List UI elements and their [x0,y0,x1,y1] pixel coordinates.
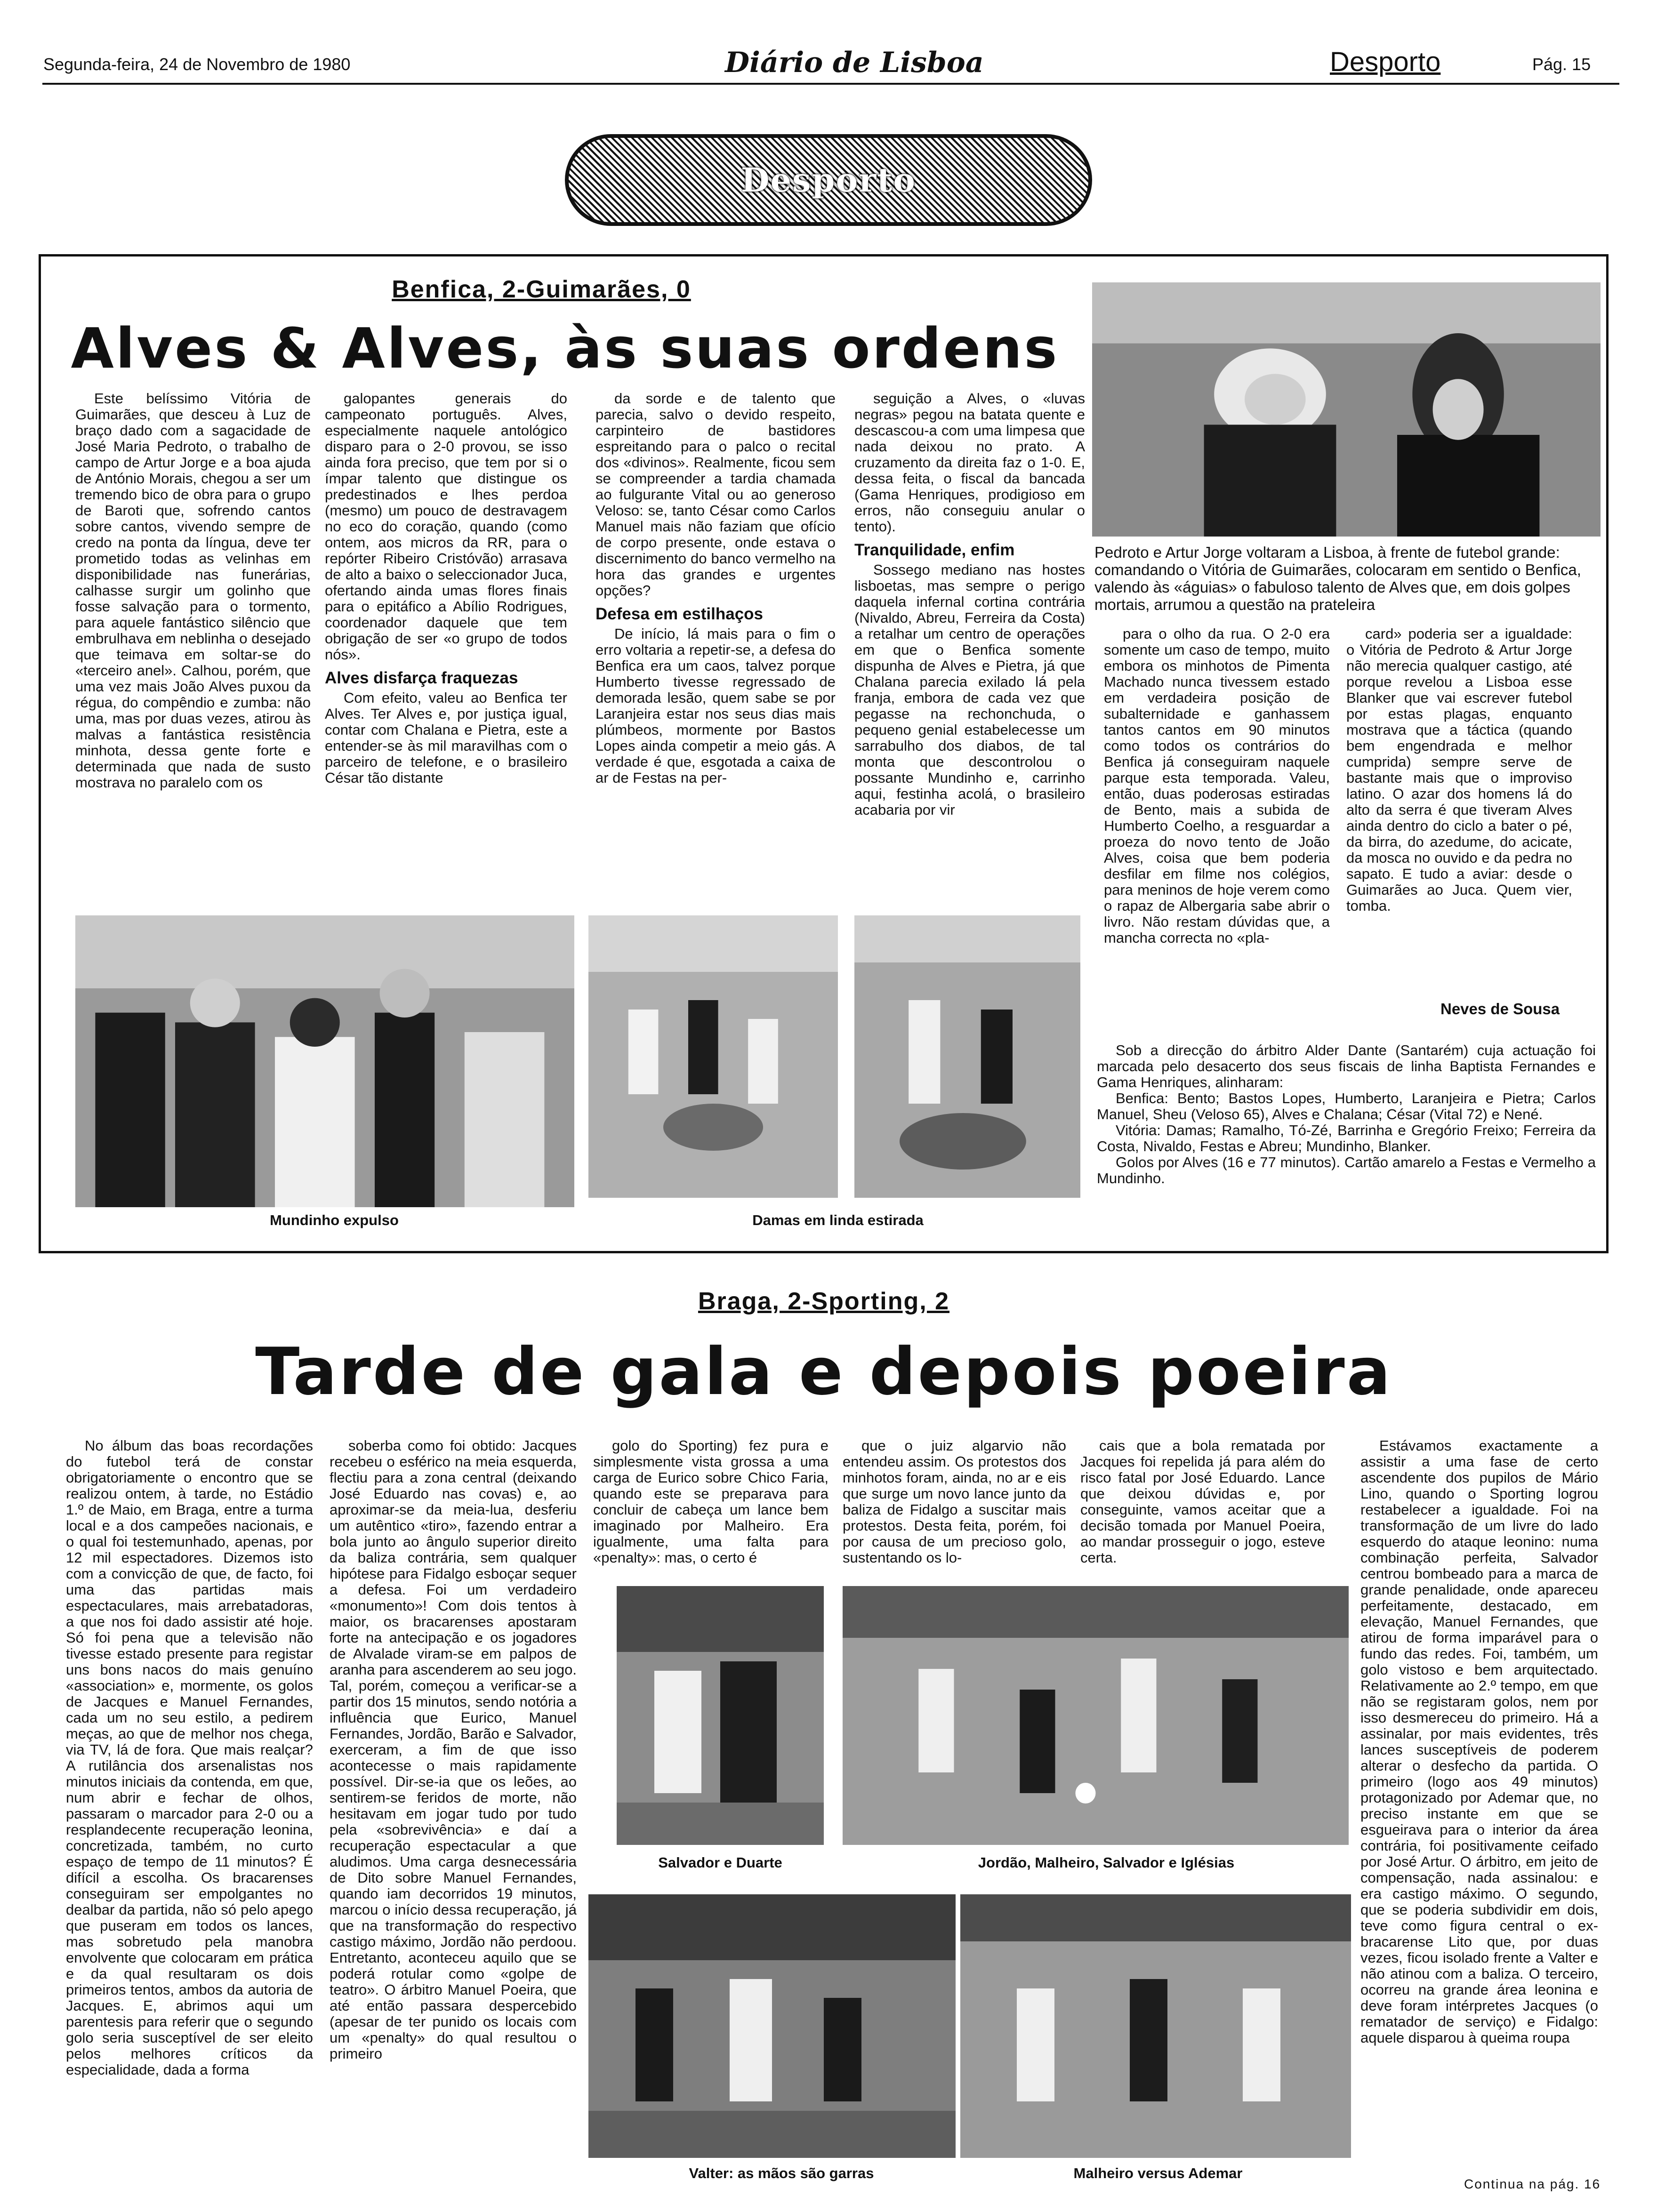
story2-col6-text: Estávamos exactamente a assistir a uma fase de certo ascendente dos pupilos de Mário Lino, quando o Sporting logrou restabelecer a igualdade. Foi na transformação de um livre do lado esquerdo do ataque leonino: numa combinação perfeita, Salvador centrou bombeado para a marca de grande penalidade, onde apareceu perfeitamente, destacado, em elevação, Manuel Fernandes, que atirou de forma imparável para o fundo das redes. Foi, também, um golo vistoso e bem arquitectado. Relativamente ao 2.º tempo, em que não se registaram golos, nem por isso desmereceu do primeiro. Há a assinalar, por mais evidentes, três lances susceptíveis de poderem alterar o desfecho da partida. O primeiro (logo aos 49 minutos) protagonizado por Ademar que, no preciso instante em que se esgueirava para o interior da área contrária, foi positivamente ceifado por José Artur. O árbitro, em jeito de compensação, nada assinalou: e era castigo máximo. O segundo, que se poderia subdividir em dois, teve como figura central o ex-bracarense Lito que, por duas vezes, ficou isolado frente a Valter e não atinou com a baliza. O terceiro, ocorreu na grande área leonina e deve foram intérpretes Jacques (o rematador de serviço) e Fidalgo: aquele disparou à queima roupa [1360,1438,1598,2046]
photo-jordao-malheiro-image [843,1586,1349,1845]
story2-col2-text: soberba como foi obtido: Jacques recebeu o esférico na meia esquerda, flectiu para a zona central (deixando José Eduardo nas covas) e, ao aproximar-se da meia-lua, desferiu um autêntico «tiro», fazendo entrar a bola junto ao ângulo superior direito da baliza contrária, sem qualquer hipótese para Fidalgo esboçar sequer a defesa. Foi um verdadeiro «monumento»! Com dois tentos à maior, os bracarenses apostaram forte na antecipação e os jogadores de Alvalade viram-se em palpos de aranha para ascenderem ao seu jogo. Tal, porém, começou a verificar-se a partir dos 15 minutos, sendo notória a influência que Eurico, Manuel Fernandes, Jordão, Barão e Salvador, exerceram, a fim de que isso acontecesse o mais rapidamente possível. Dir-se-ia que os leões, ao sentirem-se feridos de morte, não hesitavam em jogar tudo por tudo pela «sobrevivência» e daí a recuperação espectacular a que aludimos. Uma carga desnecessária de Dito sobre Manuel Fernandes, quando iam decorridos 19 minutos, marcou o início dessa recuperação, já que na transformação do respectivo castigo máximo, Jordão não perdoou. Entretanto, aconteceu aquilo que se poderá rotular como «golpe de teatro». O árbitro Manuel Poeira, que até então passara despercebido (apesar de ter punido os locais com um «penalty» do qual resultou o primeiro [330,1438,577,2062]
story1-author: Neves de Sousa [1440,1000,1560,1018]
caption-salvador-duarte: Salvador e Duarte [658,1854,782,1871]
story1-subhead-1: Alves disfarça fraquezas [325,669,518,687]
photo-salvador-duarte-image [617,1586,824,1845]
story2-col1-text: No álbum das boas recordações do futebol terá de constar obrigatoriamente o encontro que se realizou ontem, à tarde, no Estádio 1.º de Maio, em Braga, entre a turma local e a dos campeões nacionais, e o qual foi testemunhado, apenas, por 12 mil espectadores. Dizemos isto com a convicção de que, de facto, foi uma das partidas mais espectaculares, mais arrebatadoras, a que nos foi dado assistir até hoje. Só foi pena que a televisão não tivesse estado presente para registar uns bons nacos do mais genuíno «association» e, mormente, os golos de Jacques e Manuel Fernandes, cada um no seu estilo, a pedirem meças, ao que de melhor nos chega, via TV, lá de fora. Que mais realçar? A rutilância dos arsenalistas nos minutos iniciais da contenda, em que, num abrir e fechar de olhos, passaram o marcador para 2-0 ou a resplandecente recuperação leonina, concretizada, também, no curto espaço de tempo de 11 minutos? É difícil a escolha. Os bracarenses conseguiram ser empolgantes no dealbar da partida, não só pelo apego que puseram em todos os lances, mas sobretudo pela manobra envolvente que colocaram em prática e da qual resultaram os dois primeiros tentos, ambos da autoria de Jacques. E, abrimos aqui um parentesis para referir que o segundo golo seria susceptível de ser eleito pelos melhores críticos da especialidade, dada a forma [66,1438,313,2078]
story2-col3 [593,1438,828,1579]
photo-pedroto-artur-jorge-image [1092,282,1601,537]
story1-subhead-2: Defesa em estilhaços [595,605,764,623]
story2-kicker: Braga, 2-Sporting, 2 [698,1288,950,1315]
section-banner [565,134,1092,226]
story1-headline: Alves & Alves, às suas ordens [71,316,1059,381]
caption-damas: Damas em linda estirada [752,1212,924,1228]
photo-salvador-duarte [617,1586,824,1845]
header-section: Desporto [1330,47,1441,77]
story1-photo-caption: Pedroto e Artur Jorge voltaram a Lisboa, à frente de futebol grande: comandando o Vitória de Guimarães, colocaram em sentido o Benfica, valendo às «águias» o fabuloso talento de Alves que, em dois golpes mortais, arrumou a questão na prateleira [1094,544,1581,613]
story2-col1 [66,1438,313,2172]
story1-col6 [1346,626,1572,993]
story1-col4b-text: Sossego mediano nas hostes lisboetas, mas sempre o perigo daquela infernal cortina contrária (Nivaldo, Abreu, Ferreira da Costa) a retalhar um centro de operações em que o Benfica somente dispunha de Alves e Pietra, já que Chalana parecia exilado lá pela franja, embora de cada vez que pegasse na rechonchuda, o pequeno genial estabelecesse um sarrabulho dos diabos, de tal monta que descontrolou o possante Mundinho e, carrinho aqui, festinha acolá, o brasileiro acabaria por vir [854,561,1085,818]
page-number: Pág. 15 [1532,55,1591,74]
story1-col3 [595,391,836,908]
story1-col5 [1104,626,1330,1026]
story2-headline: Tarde de gala e depois poeira [255,1334,1392,1410]
photo-malheiro-ademar-image [960,1894,1351,2158]
story1-kicker: Benfica, 2-Guimarães, 0 [392,276,691,303]
story1-col4 [854,391,1085,908]
story1-col1 [75,391,311,908]
caption-mundinho: Mundinho expulso [270,1212,399,1228]
story1-lineup [1097,1042,1596,1240]
section-banner-title: Desporto [740,160,917,200]
story2-col3-text: golo do Sporting) fez pura e simplesmente vista grossa a uma carga de Eurico sobre Chico Faria, quando este se preparava para concluir de cabeça um lance bem imaginado por Malheiro. Era igualmente, uma falta para «penalty»: mas, o certo é [593,1438,828,1566]
story1-col2b-text: Com efeito, valeu ao Benfica ter Alves. Ter Alves e, por justiça igual, contar com Chalana e Pietra, este a entender-se às mil maravilhas com o parceiro de telefone, e o brasileiro César tão distante [325,689,567,786]
photo-jordao-malheiro [843,1586,1349,1845]
story1-col3b-text: De início, lá mais para o fim o erro voltaria a repetir-se, a defesa do Benfica era um caos, talvez porque Humberto tivesse regressado de demorada lesão, quem sabe se por Laranjeira estar nos seus dias mais plúmbeos, mormente por Bastos Lopes ainda competir a meio gás. A verdade é que, esgotada a caixa de ar de Festas na per- [595,625,836,786]
photo-malheiro-ademar [960,1894,1351,2158]
story1-col6-text: card» poderia ser a igualdade: o Vitória de Pedroto & Artur Jorge não merecia qualquer castigo, até porque revelou a Lisboa esse Blanker que vai escrever futebol por estas plagas, enquanto mostrava que a táctica (quando bem engendrada e melhor cumprida) sempre serve de bastante mais que o improviso latino. O azar dos homens lá do alto da serra é que tiveram Alves ainda dentro do ciclo a bater o pé, da birra, do azedume, do acicate, da mosca no ouvido e da pedra no sapato. E tudo a aviar: desde o Guimarães ao Juca. Quem vier, tomba. [1346,626,1572,914]
story1-col4a-text: seguição a Alves, o «luvas negras» pegou na batata quente e descascou-a com uma limpesa que nada deixou no prato. A cruzamento da direita faz o 1-0. E, dessa feita, o fiscal da bancada (Gama Henriques, prodigioso em erros, não conseguiu anular o tento). [854,391,1085,535]
header-date: Segunda-feira, 24 de Novembro de 1980 [43,55,351,74]
photo-damas-left-image [588,915,838,1198]
photo-pedroto-artur-jorge [1092,282,1601,537]
caption-valter: Valter: as mãos são garras [689,2165,874,2181]
header-rule [42,83,1619,85]
story2-col4-text: que o juiz algarvio não entendeu assim. Os protestos dos minhotos foram, ainda, no ar e eis que surge um novo lance junto da baliza de Fidalgo a suscitar mais protestos. Desta feita, porém, foi por causa de um precioso golo, sustentando os lo- [843,1438,1066,1566]
photo-mundinho-expulso [75,915,574,1207]
story1-col3a-text: da sorde e de talento que parecia, salvo o devido respeito, carpinteiro de bastidores espreitando para o palco o recital dos «divinos». Realmente, ficou sem se compreender a tardia chamada ao fulgurante Vital ou ao generoso Veloso: se, tanto César como Carlos Manuel mais não faziam que ofício de corpo presente, onde estava o discernimento do banco vermelho na hora das grandes e urgentes opções? [595,391,836,599]
photo-valter-image [588,1894,956,2158]
story2-col5-text: cais que a bola rematada por Jacques foi repelida já para além do risco fatal por José Eduardo. Lance que deixou dúvidas e, por conseguinte, vamos aceitar que a decisão tomada por Manuel Poeira, ao mandar prosseguir o jogo, esteve certa. [1080,1438,1325,1566]
story1-col5-text: para o olho da rua. O 2-0 era somente um caso de tempo, muito embora os minhotos de Pimenta Machado nunca tivessem estado em verdadeira posição de subalternidade e ganhassem tantos cantos em 90 minutos como todos os contrários do Benfica já conseguiram naquele parque esta temporada. Valeu, então, duas poderosas estiradas de Bento, mais a subida de Humberto Coelho, a resguardar a proeza do novo tento de João Alves, coisa que bem poderia desfilar em filme nos colégios, para meninos de hoje verem como o rapaz de Albergaria sabe abrir o livro. Não restam dúvidas que, a mancha correcta no «pla- [1104,626,1330,946]
photo-damas-right-image [854,915,1080,1198]
story1-col1-text: Este belíssimo Vitória de Guimarães, que desceu à Luz de braço dado com a sagacidade de José Maria Pedroto, o trabalho de campo de Artur Jorge e a boa ajuda de António Morais, chegou a ser um tremendo bico de obra para o grupo de Baroti que, sofrendo cantos sobre cantos, vivendo sempre de credo na ponta da língua, deve ter prometido todas as velinhas em disponibilidade nas funerárias, calhasse surgir um golinho que fosse salvação para o tormento, para aquele fantástico silêncio que embrulhava em neblinha o desejado que teimava em soltar-se do «terceiro anel». Calhou, porém, que uma vez mais João Alves puxou da régua, do compêndio e zumba: não uma, mas por duas vezes, atirou às malvas a fantástica resistência minhota, dessa gente forte e determinada que nada de susto mostrava no paralelo com os [75,391,311,791]
story1-lineup-goals: Golos por Alves (16 e 77 minutos). Cartão amarelo a Festas e Vermelho a Mundinho. [1097,1154,1596,1186]
photo-damas-right [854,915,1080,1198]
continued-note: Continua na pág. 16 [1464,2177,1601,2191]
story1-lineup-benfica: Benfica: Bento; Bastos Lopes, Humberto, Laranjeira e Pietra; Carlos Manuel, Sheu (Veloso 65), Alves e Chalana; César (Vital 72) e Nené. [1097,1090,1596,1122]
story2-col5 [1080,1438,1325,1579]
caption-malheiro-ademar: Malheiro versus Ademar [1073,2165,1243,2181]
story2-col6 [1360,1438,1598,2172]
story2-col2 [330,1438,577,2172]
caption-jordao-malheiro: Jordão, Malheiro, Salvador e Iglésias [978,1854,1235,1871]
story1-col2a-text: galopantes generais do campeonato português. Alves, especialmente naquele antológico disparo para o 2-0 provou, se isso ainda fora preciso, que tem por si o ímpar talento que distingue os predestinados e lhes perdoa (mesmo) um pouco de destravagem no eco do coração, quando (como ontem, aos micros da RR, para o repórter Ribeiro Cristóvão) arrasava de alto a baixo o seleccionador Juca, ofertando ainda umas flores finais para o epitáfico a Abílio Rodrigues, coordenador daquele que tem obrigação de ser «o grupo de todos nós». [325,391,567,663]
story2-col4 [843,1438,1066,1579]
story1-subhead-3: Tranquilidade, enfim [854,541,1015,559]
story1-lineup-intro: Sob a direcção do árbitro Alder Dante (Santarém) cuja actuação foi marcada pelo desacerto dos seus fiscais de linha Baptista Fernandes e Gama Henriques, alinharam: [1097,1042,1596,1090]
photo-damas-left [588,915,838,1198]
masthead: Diário de Lisboa [725,46,984,79]
story1-lineup-vitoria: Vitória: Damas; Ramalho, Tó-Zé, Barrinha e Gregório Freixo; Ferreira da Costa, Nivaldo, Festas e Abreu; Mundinho, Blanker. [1097,1122,1596,1154]
photo-valter [588,1894,956,2158]
story1-col2 [325,391,567,908]
photo-mundinho-image [75,915,574,1207]
